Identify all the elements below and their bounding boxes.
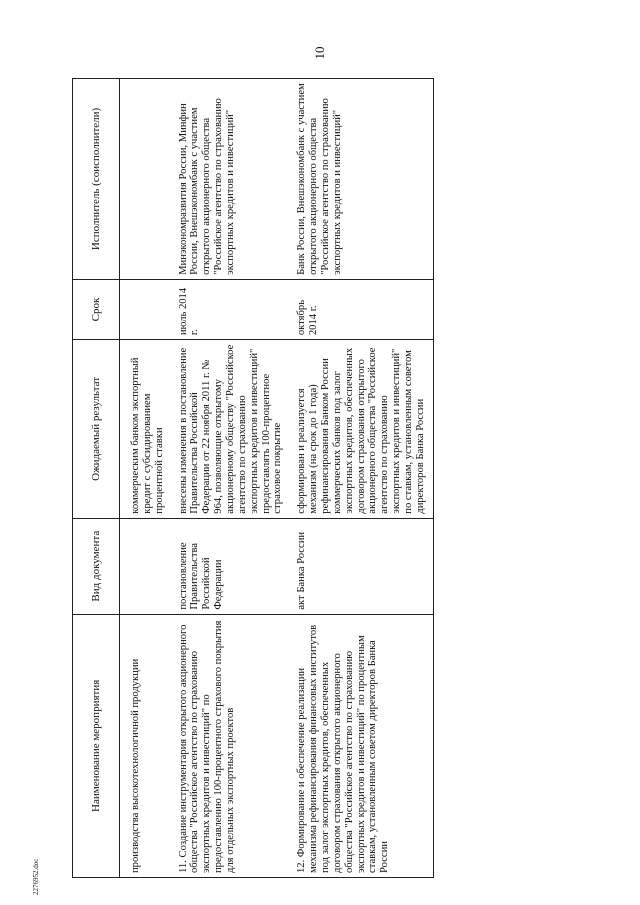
cell-term: октябрь 2014 г. bbox=[290, 279, 433, 339]
cell-measure: 11. Создание инструментария открытого акционерного общества "Российское агентство по страхованию экспортных кредитов и инвестиций" по предоставлению 100-процентного страхового покрытия для отдельных экспортных проектов bbox=[172, 614, 291, 877]
header-result: Ожидаемый результат bbox=[73, 340, 120, 519]
table-header-row bbox=[73, 79, 120, 878]
cell-result: сформирован и реализуется механизм (на срок до 1 года) рефинансирования Банком России коммерческих банков под залог экспортных кредитов, обеспеченных договором страхования открытого акционерного общества "Российское агентство по страхованию экспортных кредитов и инвестиций" по ставкам, установленным советом директоров Банка России bbox=[290, 340, 433, 519]
header-executor: Исполнитель (соисполнители) bbox=[73, 79, 120, 280]
header-measure: Наименование мероприятия bbox=[73, 614, 120, 877]
cell-doc-type bbox=[120, 518, 172, 614]
page-number: 10 bbox=[312, 46, 327, 60]
table-row bbox=[290, 79, 433, 878]
cell-result: коммерческим банком экспортный кредит с субсидированием процентной ставки bbox=[120, 340, 172, 519]
cell-executor: Минэкономразвития России, Минфин России, Внешэкономбанк с участием открытого акционерного общества "Российское агентство по страхованию экспортных кредитов и инвестиций" bbox=[172, 79, 291, 280]
cell-result: внесены изменения в постановление Правительства Российской Федерации от 22 ноября 2011 г. № 964, позволяющие открытому акционерному обществу "Российское агентство по страхованию экспортных кредитов и инвестиций" предоставлять 100-процентное страховое покрытие bbox=[172, 340, 291, 519]
footer-doc-code: 2276952.doc bbox=[32, 858, 40, 895]
header-term: Срок bbox=[73, 279, 120, 339]
cell-doc-type: акт Банка России bbox=[290, 518, 433, 614]
rotated-table-container bbox=[72, 78, 548, 878]
measures-table bbox=[72, 78, 434, 878]
cell-term: июль 2014 г. bbox=[172, 279, 291, 339]
cell-executor: Банк России, Внешэкономбанк с участием открытого акционерного общества "Российское агентство по страхованию экспортных кредитов и инвестиций" bbox=[290, 79, 433, 280]
cell-doc-type: постановление Правительства Российской Федерации bbox=[172, 518, 291, 614]
table-row bbox=[172, 79, 291, 878]
cell-executor bbox=[120, 79, 172, 280]
cell-measure: производства высокотехнологичной продукции bbox=[120, 614, 172, 877]
header-doc-type: Вид документа bbox=[73, 518, 120, 614]
table-row bbox=[120, 79, 172, 878]
cell-measure: 12. Формирование и обеспечение реализации механизма рефинансирования финансовых институтов под залог экспортных кредитов, обеспеченных договором страхования открытого акционерного общества "Российское агентство по страхованию экспортных кредитов и инвестиций" по процентным ставкам, установленным советом директоров Банка России bbox=[290, 614, 433, 877]
cell-term bbox=[120, 279, 172, 339]
